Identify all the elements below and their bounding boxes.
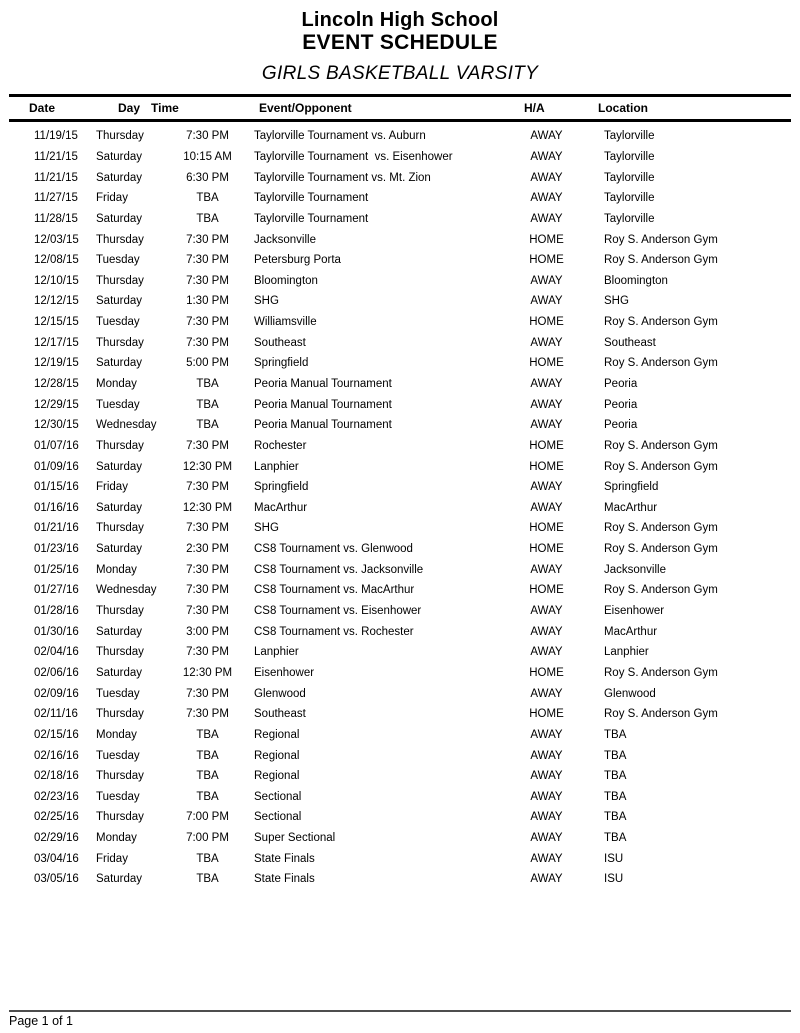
cell-location: ISU (604, 852, 624, 865)
cell-event-opponent: Peoria Manual Tournament (254, 398, 392, 411)
cell-location: Taylorville (604, 192, 655, 205)
cell-date: 11/19/15 (34, 130, 78, 143)
cell-home-away: AWAY (530, 811, 563, 824)
cell-location: Peoria (604, 378, 638, 390)
cell-event-opponent: Regional (254, 770, 300, 783)
cell-event-opponent: Bloomington (254, 274, 318, 287)
cell-event-opponent: Peoria Manual Tournament (254, 419, 392, 432)
table-row (9, 601, 791, 622)
cell-event-opponent: Lanphier (254, 460, 299, 473)
cell-time: TBA (196, 852, 219, 865)
cell-time: 7:00 PM (186, 811, 229, 824)
cell-event-opponent: Peoria Manual Tournament (254, 378, 392, 390)
cell-day: Saturday (96, 460, 143, 473)
cell-time: 7:00 PM (186, 832, 229, 845)
cell-location: Roy S. Anderson Gym (604, 460, 718, 473)
cell-home-away: AWAY (530, 749, 563, 762)
cell-time: 7:30 PM (186, 316, 229, 329)
cell-home-away: AWAY (530, 501, 563, 514)
cell-time: 2:30 PM (186, 543, 229, 556)
table-row (9, 518, 791, 539)
cell-time: 7:30 PM (186, 481, 229, 494)
cell-home-away: AWAY (530, 605, 563, 618)
cell-date: 12/28/15 (34, 378, 79, 390)
table-row (9, 415, 791, 436)
cell-location: Southeast (604, 336, 656, 349)
table-row (9, 683, 791, 704)
table-row (9, 848, 791, 869)
cell-home-away: AWAY (530, 625, 563, 638)
footer-divider (9, 1010, 791, 1012)
cell-event-opponent: Glenwood (254, 687, 306, 700)
cell-event-opponent: Williamsville (254, 316, 317, 329)
cell-date: 01/30/16 (34, 625, 79, 638)
cell-date: 11/21/15 (34, 150, 78, 163)
cell-home-away: HOME (529, 316, 564, 329)
cell-event-opponent: Taylorville Tournament (254, 192, 369, 205)
cell-event-opponent: Eisenhower (254, 666, 315, 679)
column-header-time: Time (151, 101, 179, 115)
table-row (9, 394, 791, 415)
cell-date: 02/04/16 (34, 646, 79, 659)
cell-location: Glenwood (604, 687, 656, 700)
cell-location: MacArthur (604, 625, 658, 638)
table-row (9, 704, 791, 725)
cell-event-opponent: State Finals (254, 873, 315, 886)
cell-location: TBA (604, 790, 627, 803)
cell-location: Roy S. Anderson Gym (604, 584, 718, 597)
cell-time: TBA (196, 419, 219, 432)
cell-day: Thursday (96, 811, 144, 824)
table-body (9, 122, 791, 890)
cell-time: 12:30 PM (182, 501, 233, 514)
cell-home-away: AWAY (530, 481, 563, 494)
cell-event-opponent: Rochester (254, 439, 307, 452)
table-row (9, 787, 791, 808)
cell-date: 12/29/15 (34, 398, 79, 411)
cell-time: 7:30 PM (186, 646, 229, 659)
cell-time: 5:00 PM (186, 357, 229, 370)
cell-location: Roy S. Anderson Gym (604, 357, 718, 370)
cell-day: Tuesday (96, 687, 140, 700)
cell-home-away: HOME (529, 254, 564, 267)
cell-home-away: AWAY (530, 687, 563, 700)
cell-day: Thursday (96, 646, 144, 659)
cell-time: TBA (196, 398, 219, 411)
cell-event-opponent: SHG (254, 522, 279, 535)
column-header-day: Day (118, 101, 141, 115)
cell-event-opponent: Sectional (254, 811, 302, 824)
cell-location: TBA (604, 832, 627, 845)
cell-home-away: AWAY (530, 274, 563, 287)
cell-time: 7:30 PM (186, 584, 229, 597)
cell-date: 12/10/15 (34, 274, 79, 287)
cell-time: 7:30 PM (186, 605, 229, 618)
table-row (9, 807, 791, 828)
cell-day: Wednesday (96, 419, 157, 432)
cell-location: SHG (604, 295, 629, 308)
cell-date: 12/19/15 (34, 357, 79, 370)
table-row (9, 167, 791, 188)
table-row (9, 229, 791, 250)
cell-day: Thursday (96, 770, 144, 783)
cell-time: TBA (196, 192, 219, 205)
cell-location: Roy S. Anderson Gym (604, 439, 718, 452)
cell-home-away: AWAY (530, 419, 563, 432)
cell-day: Friday (96, 192, 128, 205)
schedule-table (9, 94, 791, 890)
table-row (9, 126, 791, 147)
cell-event-opponent: MacArthur (254, 501, 308, 514)
cell-date: 12/12/15 (34, 295, 79, 308)
cell-event-opponent: State Finals (254, 852, 315, 865)
cell-event-opponent: Springfield (254, 481, 309, 494)
cell-day: Saturday (96, 501, 143, 514)
table-row (9, 188, 791, 209)
cell-time: 10:15 AM (183, 150, 232, 163)
cell-location: Taylorville (604, 130, 655, 143)
cell-date: 11/27/15 (34, 192, 78, 205)
cell-date: 12/30/15 (34, 419, 79, 432)
cell-date: 01/15/16 (34, 481, 79, 494)
cell-day: Tuesday (96, 790, 140, 803)
cell-event-opponent: CS8 Tournament vs. Eisenhower (254, 605, 422, 618)
cell-time: 7:30 PM (186, 274, 229, 287)
table-row (9, 828, 791, 849)
cell-day: Saturday (96, 212, 143, 225)
table-row (9, 766, 791, 787)
cell-event-opponent: Petersburg Porta (254, 254, 341, 267)
cell-home-away: AWAY (530, 832, 563, 845)
cell-time: 7:30 PM (186, 254, 229, 267)
cell-time: 7:30 PM (186, 336, 229, 349)
cell-time: 6:30 PM (186, 171, 229, 184)
cell-event-opponent: Southeast (254, 336, 306, 349)
cell-day: Thursday (96, 439, 144, 452)
cell-location: Springfield (604, 481, 659, 494)
cell-location: Taylorville (604, 171, 655, 184)
cell-home-away: AWAY (530, 790, 563, 803)
cell-home-away: AWAY (530, 171, 563, 184)
cell-day: Thursday (96, 336, 144, 349)
table-row (9, 291, 791, 312)
cell-time: 7:30 PM (186, 439, 229, 452)
cell-date: 02/06/16 (34, 666, 79, 679)
table-row (9, 353, 791, 374)
cell-date: 01/09/16 (34, 460, 79, 473)
cell-event-opponent: Taylorville Tournament (254, 212, 369, 225)
cell-location: Roy S. Anderson Gym (604, 522, 718, 535)
cell-day: Tuesday (96, 398, 140, 411)
cell-day: Tuesday (96, 316, 140, 329)
cell-time: TBA (196, 790, 219, 803)
cell-event-opponent: Sectional (254, 790, 302, 803)
cell-date: 11/28/15 (34, 212, 78, 225)
cell-location: TBA (604, 749, 627, 762)
cell-day: Thursday (96, 522, 144, 535)
cell-home-away: AWAY (530, 192, 563, 205)
cell-day: Saturday (96, 625, 143, 638)
table-row (9, 250, 791, 271)
cell-day: Thursday (96, 130, 144, 143)
cell-home-away: HOME (529, 233, 564, 246)
cell-date: 12/03/15 (34, 233, 79, 246)
cell-location: Roy S. Anderson Gym (604, 708, 718, 721)
cell-time: 7:30 PM (186, 687, 229, 700)
cell-event-opponent: Jacksonville (254, 233, 316, 246)
cell-event-opponent: SHG (254, 295, 279, 308)
cell-date: 01/16/16 (34, 501, 79, 514)
cell-event-opponent: CS8 Tournament vs. Rochester (254, 625, 414, 638)
cell-time: TBA (196, 728, 219, 741)
cell-event-opponent: Taylorville Tournament vs. Eisenhower (254, 150, 453, 163)
cell-location: Peoria (604, 398, 638, 411)
column-header-home-away: H/A (524, 101, 545, 115)
cell-date: 03/05/16 (34, 873, 79, 886)
document-title: EVENT SCHEDULE (302, 31, 498, 54)
cell-event-opponent: Southeast (254, 708, 306, 721)
table-row (9, 869, 791, 890)
cell-event-opponent: Regional (254, 749, 300, 762)
cell-event-opponent: Taylorville Tournament vs. Auburn (254, 130, 426, 143)
cell-time: 12:30 PM (182, 460, 233, 473)
cell-home-away: HOME (529, 666, 564, 679)
cell-time: 7:30 PM (186, 563, 229, 576)
cell-home-away: HOME (529, 543, 564, 556)
cell-time: 7:30 PM (186, 130, 229, 143)
cell-date: 12/17/15 (34, 336, 79, 349)
cell-location: TBA (604, 728, 627, 741)
cell-date: 02/16/16 (34, 749, 79, 762)
cell-day: Saturday (96, 171, 143, 184)
cell-time: 3:00 PM (186, 625, 229, 638)
cell-event-opponent: Taylorville Tournament vs. Mt. Zion (254, 171, 431, 184)
cell-time: TBA (196, 749, 219, 762)
cell-location: Roy S. Anderson Gym (604, 233, 718, 246)
table-row (9, 436, 791, 457)
cell-location: Roy S. Anderson Gym (604, 666, 718, 679)
cell-home-away: HOME (529, 584, 564, 597)
cell-home-away: AWAY (530, 563, 563, 576)
table-row (9, 374, 791, 395)
cell-home-away: HOME (529, 708, 564, 721)
cell-time: 7:30 PM (186, 233, 229, 246)
cell-date: 01/28/16 (34, 605, 79, 618)
cell-time: 7:30 PM (186, 708, 229, 721)
cell-day: Monday (96, 563, 137, 576)
cell-day: Monday (96, 832, 137, 845)
table-row (9, 456, 791, 477)
cell-home-away: AWAY (530, 150, 563, 163)
cell-time: TBA (196, 873, 219, 886)
cell-day: Saturday (96, 150, 143, 163)
cell-event-opponent: CS8 Tournament vs. Glenwood (254, 543, 413, 556)
cell-day: Friday (96, 481, 128, 494)
cell-home-away: AWAY (530, 378, 563, 390)
cell-date: 01/07/16 (34, 439, 79, 452)
cell-time: TBA (196, 212, 219, 225)
cell-home-away: AWAY (530, 852, 563, 865)
cell-day: Tuesday (96, 254, 140, 267)
table-row (9, 621, 791, 642)
cell-home-away: HOME (529, 357, 564, 370)
cell-location: ISU (604, 873, 624, 886)
cell-day: Saturday (96, 666, 143, 679)
table-row (9, 332, 791, 353)
cell-date: 12/08/15 (34, 254, 79, 267)
table-row (9, 270, 791, 291)
cell-date: 11/21/15 (34, 171, 78, 184)
cell-location: Taylorville (604, 212, 655, 225)
cell-home-away: HOME (529, 522, 564, 535)
cell-day: Friday (96, 852, 128, 865)
cell-date: 02/15/16 (34, 728, 79, 741)
team-subtitle: GIRLS BASKETBALL VARSITY (261, 63, 539, 84)
cell-date: 02/25/16 (34, 811, 79, 824)
cell-location: Taylorville (604, 150, 655, 163)
cell-event-opponent: Super Sectional (254, 832, 336, 845)
cell-home-away: HOME (529, 439, 564, 452)
document-header (0, 0, 800, 85)
table-row (9, 663, 791, 684)
cell-date: 02/11/16 (34, 708, 78, 721)
column-header-event-opponent: Event/Opponent (259, 101, 352, 115)
cell-day: Saturday (96, 873, 143, 886)
cell-date: 02/18/16 (34, 770, 79, 783)
cell-day: Thursday (96, 274, 144, 287)
cell-day: Thursday (96, 708, 144, 721)
cell-day: Saturday (96, 357, 143, 370)
table-header-row (9, 94, 791, 122)
cell-date: 03/04/16 (34, 852, 79, 865)
column-header-date: Date (29, 101, 56, 115)
school-name: Lincoln High School (301, 9, 499, 31)
cell-day: Tuesday (96, 749, 140, 762)
cell-day: Thursday (96, 605, 144, 618)
cell-location: Bloomington (604, 274, 668, 287)
cell-time: 12:30 PM (182, 666, 233, 679)
cell-home-away: AWAY (530, 130, 563, 143)
table-row (9, 209, 791, 230)
table-row (9, 498, 791, 519)
cell-day: Monday (96, 728, 137, 741)
cell-event-opponent: Lanphier (254, 646, 299, 659)
cell-date: 02/23/16 (34, 790, 79, 803)
cell-location: Roy S. Anderson Gym (604, 316, 718, 329)
cell-day: Monday (96, 378, 137, 390)
cell-home-away: AWAY (530, 728, 563, 741)
cell-date: 12/15/15 (34, 316, 79, 329)
cell-date: 02/29/16 (34, 832, 79, 845)
cell-home-away: AWAY (530, 212, 563, 225)
cell-location: Roy S. Anderson Gym (604, 254, 718, 267)
table-row (9, 745, 791, 766)
page-number: Page 1 of 1 (9, 1014, 73, 1028)
table-row (9, 642, 791, 663)
cell-date: 01/21/16 (34, 522, 79, 535)
table-row (9, 580, 791, 601)
table-row (9, 725, 791, 746)
cell-time: TBA (196, 770, 219, 783)
cell-home-away: AWAY (530, 770, 563, 783)
table-row (9, 477, 791, 498)
cell-date: 01/23/16 (34, 543, 79, 556)
cell-event-opponent: Springfield (254, 357, 309, 370)
cell-day: Saturday (96, 295, 143, 308)
cell-home-away: HOME (529, 460, 564, 473)
cell-home-away: AWAY (530, 398, 563, 411)
cell-time: 7:30 PM (186, 522, 229, 535)
cell-day: Wednesday (96, 584, 157, 597)
cell-home-away: AWAY (530, 873, 563, 886)
cell-date: 01/27/16 (34, 584, 79, 597)
cell-home-away: AWAY (530, 336, 563, 349)
cell-day: Saturday (96, 543, 143, 556)
table-row (9, 559, 791, 580)
cell-location: Lanphier (604, 646, 649, 659)
cell-event-opponent: CS8 Tournament vs. Jacksonville (254, 563, 424, 576)
cell-location: Roy S. Anderson Gym (604, 543, 718, 556)
cell-date: 01/25/16 (34, 563, 79, 576)
cell-location: TBA (604, 770, 627, 783)
table-row (9, 312, 791, 333)
cell-time: 1:30 PM (186, 295, 229, 308)
cell-location: Peoria (604, 419, 638, 432)
cell-location: MacArthur (604, 501, 658, 514)
cell-home-away: AWAY (530, 646, 563, 659)
cell-location: Jacksonville (604, 563, 666, 576)
cell-time: TBA (196, 378, 219, 390)
cell-location: TBA (604, 811, 627, 824)
column-header-location: Location (598, 101, 648, 115)
cell-home-away: AWAY (530, 295, 563, 308)
cell-location: Eisenhower (604, 605, 665, 618)
cell-day: Thursday (96, 233, 144, 246)
table-row (9, 147, 791, 168)
table-row (9, 539, 791, 560)
cell-date: 02/09/16 (34, 687, 79, 700)
cell-event-opponent: CS8 Tournament vs. MacArthur (254, 584, 415, 597)
cell-event-opponent: Regional (254, 728, 300, 741)
